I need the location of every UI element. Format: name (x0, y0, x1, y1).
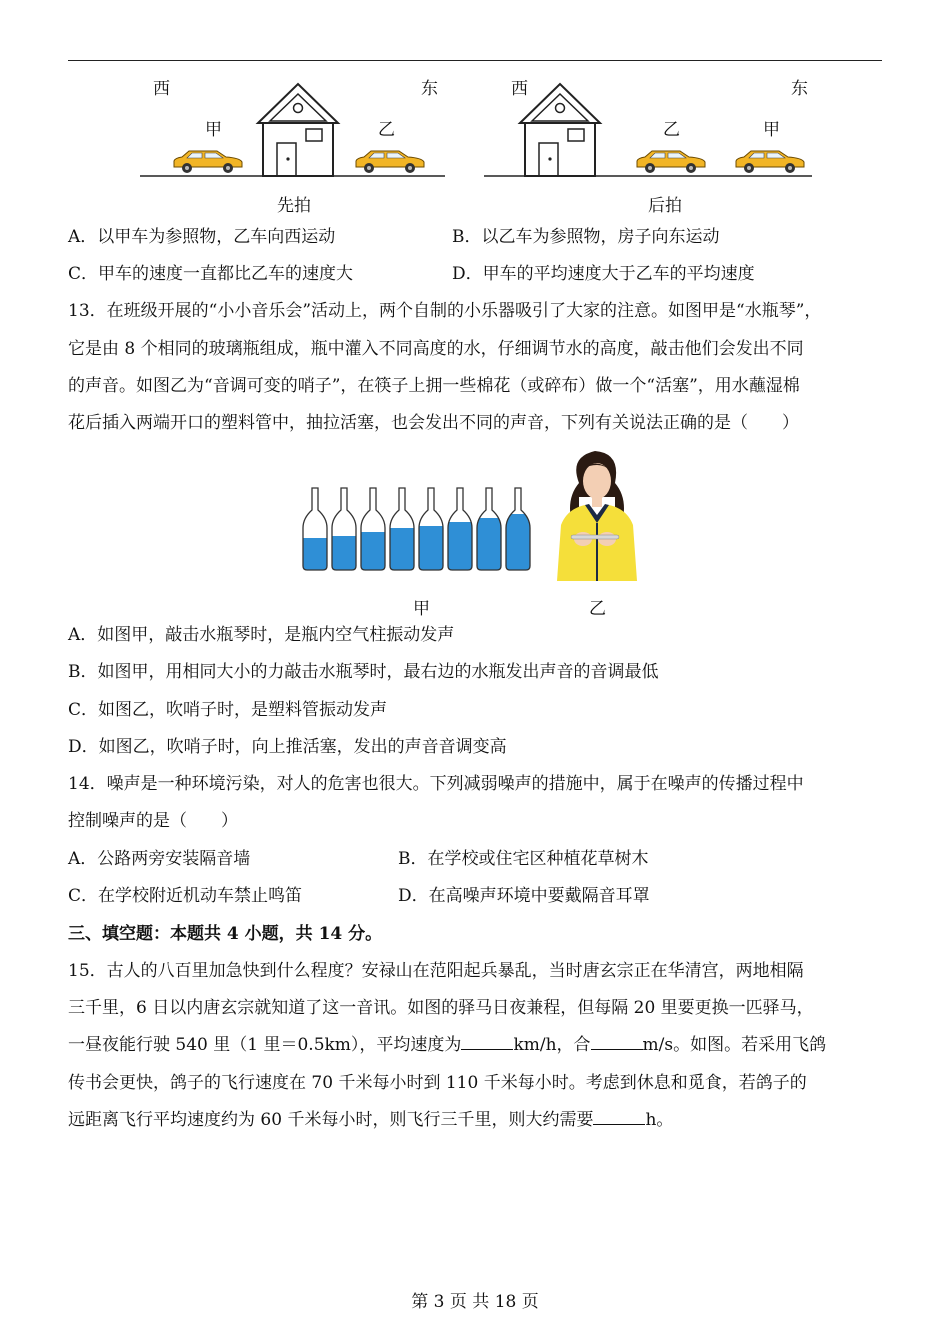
q13-text-line-4: 花后插入两端开口的塑料管中，抽拉活塞，也会发出不同的声音，下列有关说法正确的是（ ） (68, 413, 799, 433)
jia-label: 甲 (205, 120, 222, 140)
answer-blank-ms[interactable] (591, 1035, 643, 1050)
car-yi-icon (637, 151, 705, 173)
water-bottle (503, 488, 533, 572)
water-bottles-figure (300, 486, 540, 572)
water-bottle (416, 488, 446, 572)
girl-whistle-photo (553, 447, 640, 581)
yi-label: 乙 (378, 120, 395, 140)
q13-text-line-3: 的声音。如图乙为“音调可变的哨子”，在筷子上拥一些棉花（或碎布）做一个“活塞”，用水蘸湿棉 (68, 376, 800, 396)
q14-text-line-1: 14．噪声是一种环境污染，对人的危害也很大。下列减弱噪声的措施中，属于在噪声的传播过程中 (68, 774, 804, 794)
car-jia-icon (736, 151, 804, 173)
yi-label: 乙 (663, 120, 680, 140)
q15-text-line-3 (68, 1035, 826, 1055)
q14-text-line-2: 控制噪声的是（ ） (68, 811, 238, 831)
car-yi-icon (356, 151, 424, 173)
q15-line5-part-2: h。 (645, 1110, 674, 1130)
jia-label: 甲 (763, 120, 780, 140)
bottle-water (300, 538, 330, 572)
q15-line3-part-3: m/s。如图。若采用飞鸽 (642, 1035, 827, 1055)
q15-line5-part-1: 远距离飞行平均速度约为 60 千米每小时，则飞行三千里，则大约需要 (68, 1110, 594, 1130)
water-bottle (329, 488, 359, 572)
page-footer: 第 3 页 共 18 页 (411, 1292, 539, 1312)
q13-option-b: B．如图甲，用相同大小的力敲击水瓶琴时，最右边的水瓶发出声音的音调最低 (68, 662, 659, 682)
q12-option-d: D．甲车的平均速度大于乙车的平均速度 (452, 264, 755, 284)
bottle-water (358, 532, 388, 572)
q15-text-line-4: 传书会更快，鸽子的飞行速度在 70 千米每小时到 110 千米每小时。考虑到休息和觅食，若鸽子的 (68, 1073, 807, 1093)
east-label: 东 (791, 79, 808, 99)
answer-blank-kmh[interactable] (461, 1035, 513, 1050)
q15-line3-part-2: km/h，合 (513, 1035, 591, 1055)
q14-option-c: C．在学校附近机动车禁止鸣笛 (68, 886, 303, 906)
caption-after: 后拍 (648, 196, 682, 216)
house-icon (258, 84, 338, 176)
east-label: 东 (421, 79, 438, 99)
q12-option-a: A．以甲车为参照物，乙车向西运动 (68, 227, 336, 247)
q15-text-line-2: 三千里，6 日以内唐玄宗就知道了这一音讯。如图的驿马日夜兼程，但每隔 20 里要更换一匹驿马， (68, 998, 814, 1018)
q13-option-d: D．如图乙，吹哨子时，向上推活塞，发出的声音音调变高 (68, 737, 507, 757)
water-bottle (387, 488, 417, 572)
answer-blank-hours[interactable] (593, 1110, 645, 1125)
q13-option-c: C．如图乙，吹哨子时，是塑料管振动发声 (68, 700, 388, 720)
q14-option-b: B．在学校或住宅区种植花草树木 (398, 849, 649, 869)
bottle-water (474, 518, 504, 572)
bottle-water (329, 536, 359, 572)
bottle-water (387, 528, 417, 572)
house-icon (520, 84, 600, 176)
water-bottle (358, 488, 388, 572)
q12-option-c: C．甲车的速度一直都比乙车的速度大 (68, 264, 354, 284)
water-bottle (300, 488, 330, 572)
water-bottle (474, 488, 504, 572)
q15-text-line-1: 15．古人的八百里加急快到什么程度？安禄山在范阳起兵暴乱，当时唐玄宗正在华清宫，两地相隔 (68, 961, 804, 981)
q14-option-d: D．在高噪声环境中要戴隔音耳罩 (398, 886, 650, 906)
water-bottle (445, 488, 475, 572)
q13-text-line-2: 它是由 8 个相同的玻璃瓶组成，瓶中灌入不同高度的水，仔细调节水的高度，敲击他们会发出不同 (68, 339, 804, 359)
bottle-water (503, 514, 533, 572)
q15-line3-part-1: 一昼夜能行驶 540 里（1 里＝0.5km），平均速度为 (68, 1035, 462, 1055)
header-rule (68, 60, 882, 61)
bottle-water (416, 526, 446, 572)
q12-option-b: B．以乙车为参照物，房子向东运动 (452, 227, 720, 247)
q14-option-a: A．公路两旁安装隔音墙 (68, 849, 251, 869)
caption-before: 先拍 (277, 196, 311, 216)
q13-text-line-1: 13．在班级开展的“小小音乐会”活动上，两个自制的小乐器吸引了大家的注意。如图甲是“水瓶琴”， (68, 301, 822, 321)
section-heading: 三、填空题：本题共 4 小题，共 14 分。 (68, 924, 383, 944)
q13-option-a: A．如图甲，敲击水瓶琴时，是瓶内空气柱振动发声 (68, 625, 455, 645)
west-label: 西 (511, 79, 528, 99)
figure-yi-caption: 乙 (589, 599, 606, 619)
q15-text-line-5 (68, 1110, 673, 1130)
car-jia-icon (174, 151, 242, 173)
bottle-water (445, 522, 475, 572)
west-label: 西 (153, 79, 170, 99)
figure-jia-caption: 甲 (413, 599, 430, 619)
